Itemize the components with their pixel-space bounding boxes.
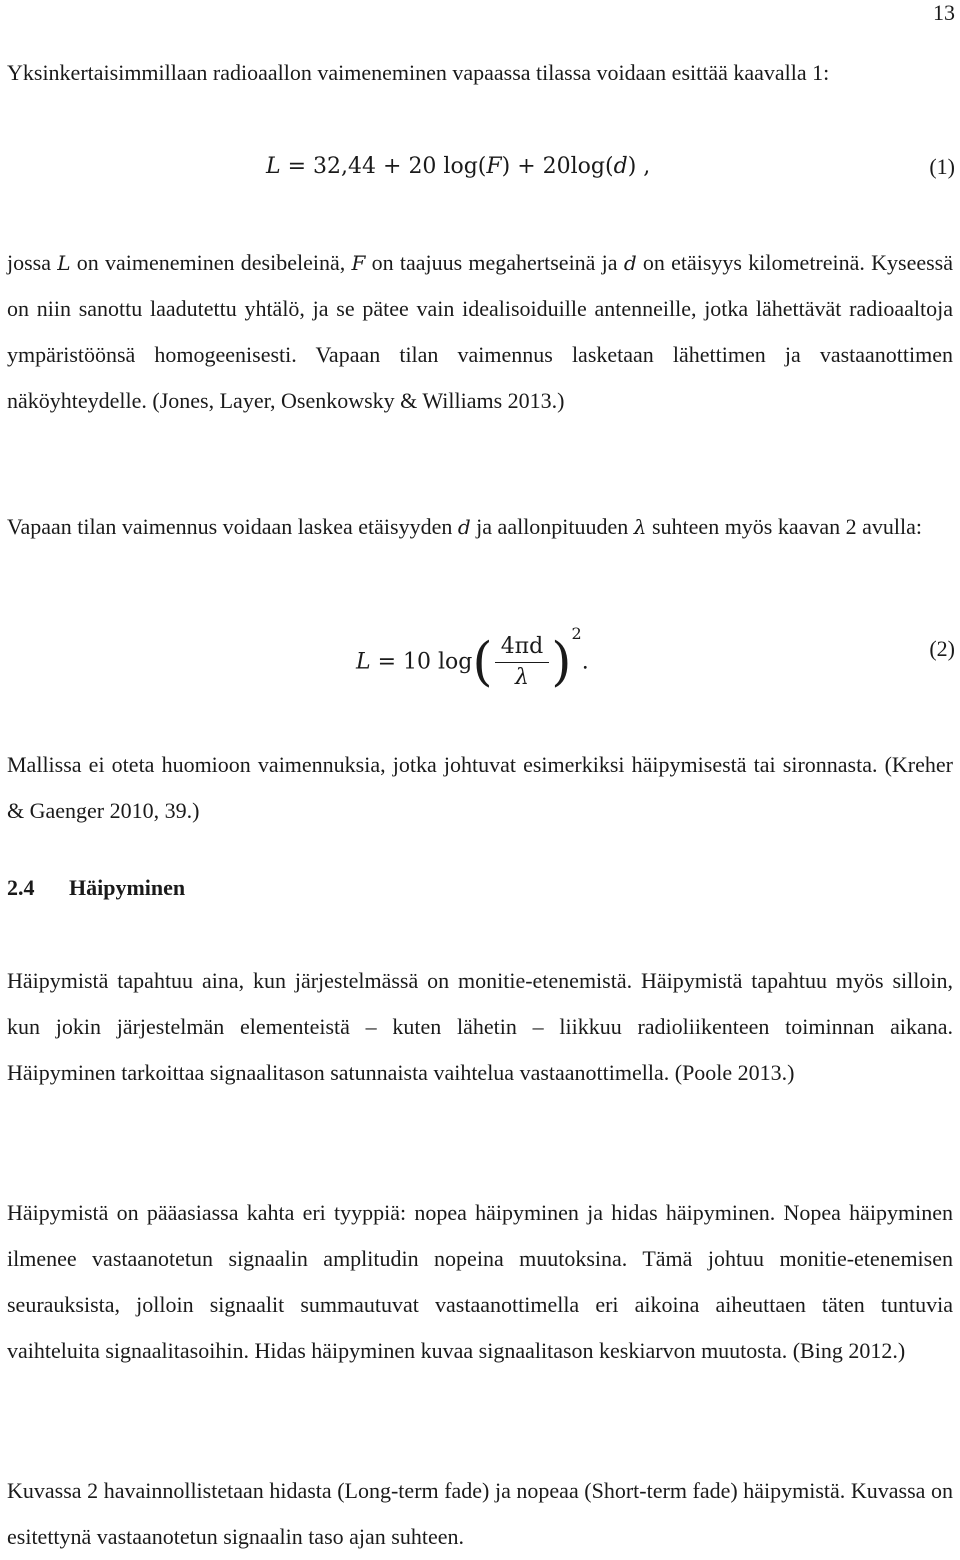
equation-2-number: (2) — [929, 636, 955, 661]
section-heading — [7, 868, 185, 908]
eq2-eq: = 10 log — [377, 649, 473, 675]
exponent: 2 — [571, 623, 582, 643]
left-paren-icon: ( — [472, 632, 493, 693]
eq1-rhs-b: ) + 20log( — [501, 154, 614, 179]
paragraph-model-note: Mallissa ei oteta huomioon vaimennuksia, jotka johtuvat esimerkiksi häipymisestä tai sironnasta. (Kreher & Gaenger 2010, 39.) — [7, 752, 953, 823]
paragraph-fading-types: Häipymistä on pääasiassa kahta eri tyyppiä: nopea häipyminen ja hidas häipyminen. Nopea häipyminen ilmenee vastaanotetun signaalin amplitudin nopeina muutoksina. Tämä johtuu monitie-etenemisen seurauksista, jolloin signaalit summautuvat vastaanottimella eri aikoina aiheuttaen täten tuntuvia vaihteluita signaalitasoihin. Hidas häipyminen kuvaa signaalitason keskiarvon muutosta. (Bing 2012.) — [7, 1200, 953, 1363]
equation-1-body — [266, 154, 650, 179]
right-paren-icon: ) — [551, 632, 572, 693]
page-number: 13 — [933, 0, 955, 25]
eq1-lhs: L — [266, 154, 281, 179]
equation-2-body — [356, 623, 589, 693]
paragraph-wavelength: Vapaan tilan vaimennus voidaan laskea etäisyyden d ja aallonpituuden λ suhteen myös kaavan 2 avulla: — [7, 514, 923, 539]
section-title: Häipyminen — [69, 875, 186, 900]
paragraph-definitions: jossa L on vaimeneminen desibeleinä, F on taajuus megahertseinä ja d on etäisyys kilometreinä. Kyseessä on niin sanottu laadutettu yhtälö, ja se pätee vain idealisoiduille antenneille, jotka lähettävät radioaaltoja ympäristöönsä homogeenisesti. Vapaan tilan vaimennus lasketaan lähettimen ja vastaanottimen näköyhteydelle. (Jones, Layer, Osenkowsky & Williams 2013.) — [7, 250, 954, 413]
fraction-numerator: 4πd — [495, 632, 550, 663]
fraction-denominator: λ — [514, 665, 529, 690]
eq2-trailing-period: . — [581, 649, 589, 675]
eq1-rhs-a: = 32,44 + 20 log( — [287, 154, 487, 179]
eq1-var-d: d — [613, 154, 628, 179]
section-number: 2.4 — [7, 875, 35, 900]
eq2-lhs: L — [356, 649, 371, 675]
intro-paragraph: Yksinkertaisimmillaan radioaallon vaimeneminen vapaassa tilassa voidaan esittää kaavalla 1: — [7, 60, 830, 85]
equation-2 — [0, 623, 960, 710]
eq1-rhs-c: ) , — [627, 154, 651, 179]
paragraph-figure-ref: Kuvassa 2 havainnollistetaan hidasta (Long-term fade) ja nopeaa (Short-term fade) häipymistä. Kuvassa on esitettynä vastaanotetun signaalin taso ajan suhteen. — [7, 1478, 953, 1549]
eq1-var-f: F — [486, 154, 502, 179]
equation-1 — [0, 142, 960, 202]
fraction — [495, 632, 550, 693]
equation-1-number: (1) — [929, 154, 955, 179]
paragraph-fading-intro: Häipymistä tapahtuu aina, kun järjestelmässä on monitie-etenemistä. Häipymistä tapahtuu myös silloin, kun jokin järjestelmän elementeistä – kuten lähetin – liikkuu radioliikenteen toiminnan aikana. Häipyminen tarkoittaa signaalitason satunnaista vaihtelua vastaanottimella. (Poole 2013.) — [7, 968, 953, 1085]
